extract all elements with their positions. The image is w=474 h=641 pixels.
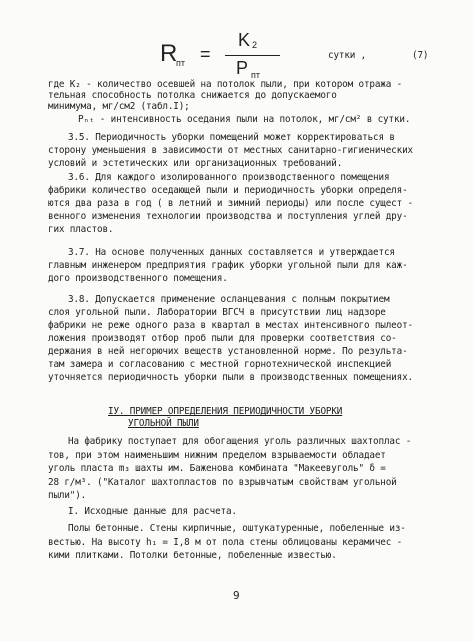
paragraph-line: Полы бетонные. Стены кирпичные, оштукатуренные, побеленные из-: [68, 523, 406, 534]
paragraph-line: венного изменения технологии производства и поступления углей дру-: [48, 211, 408, 222]
paragraph-line: 3.6. Для каждого изолированного производственного помещения: [68, 172, 390, 183]
paragraph-line: уточняется периодичность уборки пыли в производственных помещениях.: [48, 372, 413, 383]
formula-denominator: P: [236, 58, 249, 78]
paragraph-line: дого производственного помещения.: [48, 273, 228, 284]
paragraph-line: ложения производят отбор проб пыли для проверки соответствия со-: [48, 333, 397, 344]
paragraph-line: условий и эстетических или организационных требований.: [48, 158, 343, 169]
fraction-bar: [225, 55, 280, 56]
paragraph-line: ются два раза в год ( в летний и зимний периоды) или после сущест -: [48, 198, 413, 209]
definition-line: минимума, мг/см2 (табл.I);: [48, 101, 190, 112]
section-heading-line-2: УГОЛЬНОЙ ПЫЛИ: [128, 418, 199, 429]
definition-line: тельная способность потолка снижается до допускаемого: [48, 90, 337, 101]
paragraph-line: На фабрику поступает для обогащения уголь различных шахтоплас -: [68, 436, 412, 447]
paragraph-line: слоя угольной пыли. Лаборатории ВГСЧ в присутствии лиц надзоре: [48, 307, 386, 318]
paragraph-line: фабрики количество оседающей пыли и периодичность уборки определя-: [48, 185, 408, 196]
paragraph-line: пыли").: [48, 490, 87, 501]
definition-line: где K₂ - количество осевшей на потолок пыли, при котором отража -: [48, 79, 403, 90]
subheading: I. Исходные данные для расчета.: [68, 506, 237, 517]
paragraph-line: уголь пласта m₃ шахты им. Баженова комбината "Макеевуголь" δ =: [48, 463, 386, 474]
paragraph-line: вестью. На высоту h₁ = I,8 м от пола стены облицованы керамичес -: [48, 537, 403, 548]
formula-numerator: K: [238, 30, 251, 50]
paragraph-line: сторону уменьшения в зависимости от местных санитарно-гигиенических: [48, 145, 413, 156]
section-heading-line-1: IУ. ПРИМЕР ОПРЕДЕЛЕНИЯ ПЕРИОДИЧНОСТИ УБОРКИ: [108, 406, 343, 417]
formula-number: (7): [412, 50, 429, 61]
formula-numerator-sub: 2: [252, 40, 258, 50]
formula-lhs: R: [160, 40, 178, 67]
paragraph-line: 3.8. Допускается применение осланцевания с полным покрытием: [68, 294, 390, 305]
paragraph-line: кими плитками. Потолки бетонные, побеленные известью.: [48, 550, 337, 561]
paragraph-line: 3.5. Периодичность уборки помещений может корректироваться в: [68, 132, 395, 143]
formula-lhs-sub: пт: [176, 58, 185, 68]
formula-eq: =: [200, 44, 211, 64]
paragraph-line: фабрики не реже одного раза в квартал в местах интенсивного пылеот-: [48, 320, 413, 331]
paragraph-line: 28 г/м³. ("Каталог шахтопластов по взрывчатым свойствам угольной: [48, 477, 397, 488]
paragraph-line: там замера и согласованию с местной горнотехнической инспекцией: [48, 359, 392, 370]
page-number: 9: [233, 589, 240, 602]
paragraph-line: гих пластов.: [48, 224, 114, 235]
formula-denominator-sub: пт: [251, 70, 260, 80]
paragraph-line: главным инженером предприятия график уборки угольной пыли для каж-: [48, 260, 408, 271]
formula-units: сутки ,: [328, 50, 367, 61]
definition-line: Pₙₜ - интенсивность оседания пыли на потолок, мг/см² в сутки.: [78, 114, 411, 125]
paragraph-line: 3.7. На основе полученных данных составляется и утверждается: [68, 247, 395, 258]
paragraph-line: тов, при этом наименьшим нижним пределом взрываемости обладает: [48, 450, 386, 461]
paragraph-line: держания в ней негорючих веществ установленной норме. По результа-: [48, 346, 408, 357]
